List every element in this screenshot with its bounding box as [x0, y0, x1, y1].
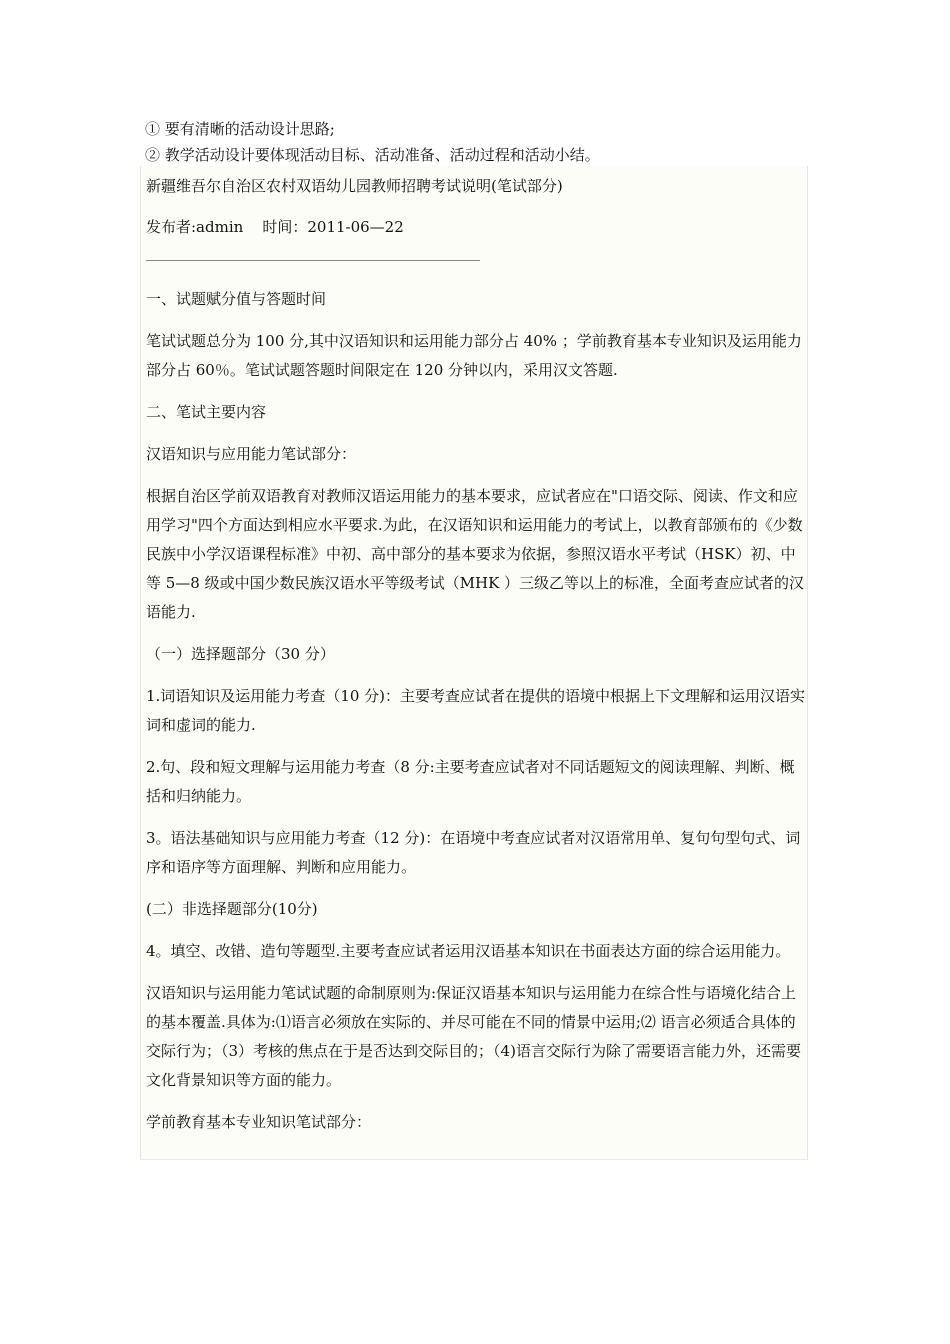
section-heading: 一、试题赋分值与答题时间: [146, 290, 327, 308]
subsection-heading: 汉语知识与应用能力笔试部分：: [146, 445, 357, 463]
subsection-heading: (二）非选择题部分(10分): [146, 900, 318, 918]
intro-list: [145, 116, 825, 168]
paragraph: 1.词语知识及运用能力考查（10 分)：主要考查应试者在提供的语境中根据上下文理解和运用汉语实词和虚词的能力.: [146, 687, 806, 734]
subsection-heading: （一）选择题部分（30 分）: [146, 645, 335, 663]
paragraph: 4。填空、改错、造句等题型.主要考查应试者运用汉语基本知识在书面表达方面的综合运用能力。: [146, 942, 791, 960]
subsection-heading: 学前教育基本专业知识笔试部分：: [146, 1113, 372, 1131]
divider: [146, 260, 480, 261]
paragraph: 笔试试题总分为 100 分,其中汉语知识和运用能力部分占 40% ；学前教育基本专业知识及运用能力部分占 60％。笔试试题答题时间限定在 120 分钟以内，采用汉文答题.: [146, 332, 802, 379]
paragraph: 根据自治区学前双语教育对教师汉语运用能力的基本要求，应试者应在"口语交际、阅读、作文和应用学习"四个方面达到相应水平要求.为此，在汉语知识和运用能力的考试上，以教育部颁布的《少数民族中小学汉语课程标准》中初、高中部分的基本要求为依据，参照汉语水平考试（HSK）初、中等 5—8 级或中国少数民族汉语水平等级考试（MHK ）三级乙等以上的标准，全面考查应试者的汉语能力.: [146, 487, 805, 621]
paragraph: 汉语知识与运用能力笔试试题的命制原则为:保证汉语基本知识与运用能力在综合性与语境化结合上的基本覆盖.具体为:⑴语言必须放在实际的、并尽可能在不同的情景中运用;⑵ 语言必须适合具体的交际行为；（3）考核的焦点在于是否达到交际目的；（4)语言交际行为除了需要语言能力外，还需要文化背景知识等方面的能力。: [146, 984, 801, 1089]
article-title: 新疆维吾尔自治区农村双语幼儿园教师招聘考试说明(笔试部分): [146, 177, 563, 195]
paragraph: 3。语法基础知识与应用能力考查（12 分)：在语境中考查应试者对汉语常用单、复句句型句式、词序和语序等方面理解、判断和应用能力。: [146, 829, 801, 876]
article-panel: [140, 166, 808, 1160]
intro-item: ② 教学活动设计要体现活动目标、活动准备、活动过程和活动小结。: [145, 146, 600, 164]
section-heading: 二、笔试主要内容: [146, 403, 267, 421]
paragraph: 2.句、段和短文理解与运用能力考查（8 分:主要考查应试者对不同话题短文的阅读理解、判断、概括和归纳能力。: [146, 758, 795, 805]
intro-item: ① 要有清晰的活动设计思路;: [145, 120, 335, 138]
article-meta: 发布者:admin 时间：2011-06—22: [146, 218, 404, 236]
